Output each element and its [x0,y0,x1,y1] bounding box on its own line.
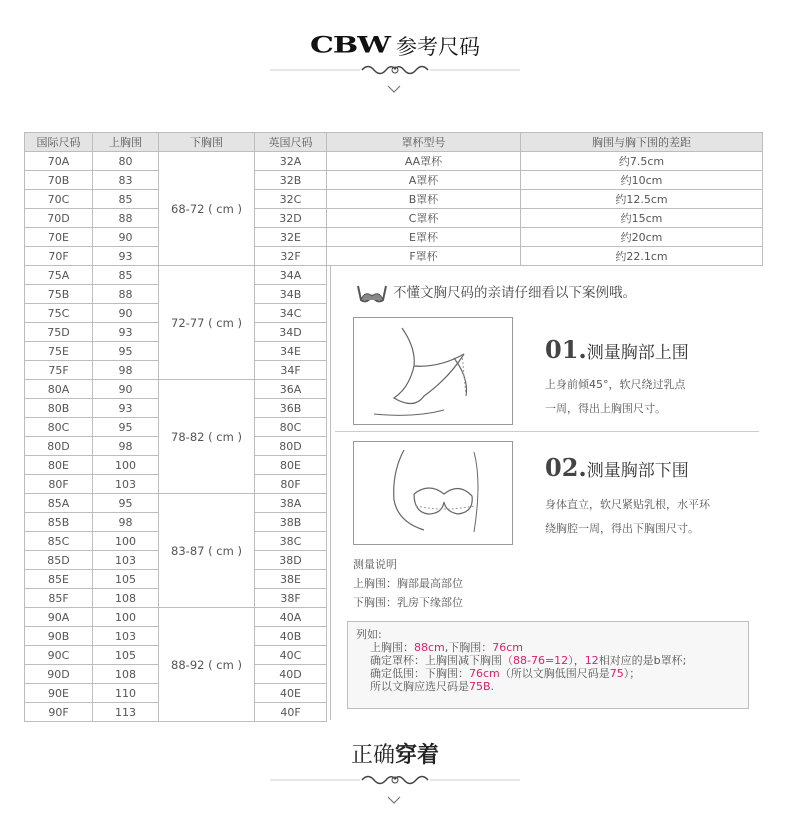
table-cell: 93 [93,399,159,418]
step2-title-text: 测量胸部下围 [586,461,689,481]
tip-text [355,281,636,304]
brand-subtitle: 参考尺码 [395,34,480,59]
table-cell: 75F [25,361,93,380]
table-row [25,152,763,171]
table-cell: 32B [255,171,327,190]
table-cell: 约10cm [521,171,763,190]
chevron-down-icon [387,796,401,804]
step2-title [545,453,689,482]
table-cell: 约7.5cm [521,152,763,171]
table-cell: 75E [25,342,93,361]
step2-desc [545,493,710,541]
table-cell: 70E [25,228,93,247]
table-cell: 36B [255,399,327,418]
step2-illustration [353,441,513,545]
table-cell: 80D [25,437,93,456]
table-cell: 38A [255,494,327,513]
section-title-b: 穿着 [395,743,440,768]
table-cell: 80B [25,399,93,418]
table-cell: 80D [255,437,327,456]
table-cell: 32E [255,228,327,247]
table-cell: 80C [255,418,327,437]
step1-illustration [353,317,513,425]
table-cell: B罩杯 [327,190,521,209]
table-cell: 80F [255,475,327,494]
table-cell: 100 [93,608,159,627]
table-cell: 113 [93,703,159,722]
table-cell: 105 [93,570,159,589]
table-cell: 32D [255,209,327,228]
step1-desc-line: 一周，得出上胸围尺寸。 [545,402,666,415]
table-cell: 32A [255,152,327,171]
table-cell: 95 [93,418,159,437]
notes-line: 上胸围：胸部最高部位 [353,577,463,590]
table-cell: 40D [255,665,327,684]
column-header: 英国尺码 [255,133,327,152]
ornament-divider [270,62,520,78]
table-cell: 80A [25,380,93,399]
table-cell: 100 [93,456,159,475]
table-cell: 103 [93,475,159,494]
table-cell: 90 [93,304,159,323]
table-cell: 约20cm [521,228,763,247]
table-cell: 90C [25,646,93,665]
table-cell: 98 [93,437,159,456]
table-cell: 85B [25,513,93,532]
table-cell: 38C [255,532,327,551]
table-cell: 70A [25,152,93,171]
example-line: 上胸围：88cm,下胸围：76cm [370,641,524,654]
table-cell: AA罩杯 [327,152,521,171]
under-bust-cell: 68-72 ( cm ) [159,152,255,266]
column-header: 下胸围 [159,133,255,152]
ornament-divider [270,772,520,788]
measurement-guide [330,265,763,720]
table-cell: 85 [93,190,159,209]
table-row [25,190,763,209]
notes-title: 测量说明 [353,558,397,571]
table-cell: 75A [25,266,93,285]
tip-label: 不懂文胸尺码的亲请仔细看以下案例哦。 [393,285,636,301]
table-cell: 约22.1cm [521,247,763,266]
table-header-row [25,133,763,152]
step1-title [545,335,689,364]
table-cell: 34A [255,266,327,285]
table-row [25,171,763,190]
table-cell: 70C [25,190,93,209]
table-cell: 约12.5cm [521,190,763,209]
column-header: 罩杯型号 [327,133,521,152]
table-cell: E罩杯 [327,228,521,247]
example-box [347,621,749,709]
example-line: 确定罩杯：上胸围减下胸围（88-76=12），12相对应的是b罩杯; [370,654,687,667]
table-cell: 34F [255,361,327,380]
section-title [351,743,439,768]
table-cell: 40C [255,646,327,665]
table-cell: 40E [255,684,327,703]
table-cell: 34B [255,285,327,304]
table-cell: 90A [25,608,93,627]
table-cell: C罩杯 [327,209,521,228]
table-cell: 80 [93,152,159,171]
column-header: 国际尺码 [25,133,93,152]
table-cell: 75C [25,304,93,323]
table-cell: 34D [255,323,327,342]
table-cell: 83 [93,171,159,190]
table-cell: 38E [255,570,327,589]
divider [335,431,759,432]
table-cell: 88 [93,209,159,228]
step1-desc-line: 上身前倾45°，软尺绕过乳点 [545,378,686,391]
table-cell: 70D [25,209,93,228]
table-cell: 108 [93,589,159,608]
table-cell: 75B [25,285,93,304]
under-bust-cell: 88-92 ( cm ) [159,608,255,722]
chevron-down-icon [387,85,401,93]
table-cell: 90D [25,665,93,684]
table-cell: 40F [255,703,327,722]
table-cell: 36A [255,380,327,399]
table-cell: 80E [255,456,327,475]
column-header: 上胸围 [93,133,159,152]
table-cell: 103 [93,551,159,570]
table-cell: 93 [93,323,159,342]
table-cell: 90F [25,703,93,722]
table-cell: 93 [93,247,159,266]
table-cell: 约15cm [521,209,763,228]
table-cell: 85E [25,570,93,589]
table-cell: 40A [255,608,327,627]
table-cell: 95 [93,342,159,361]
table-cell: 75D [25,323,93,342]
table-cell: 70B [25,171,93,190]
table-cell: 85A [25,494,93,513]
step2-number: 02. [545,453,587,482]
table-cell: 88 [93,285,159,304]
brand-logo: CBW [310,32,390,59]
step1-desc [545,373,686,421]
table-cell: 90 [93,228,159,247]
under-bust-cell: 72-77 ( cm ) [159,266,255,380]
table-cell: 40B [255,627,327,646]
table-cell: 34E [255,342,327,361]
example-label: 列如: [356,628,382,641]
table-cell: 80F [25,475,93,494]
table-cell: 85F [25,589,93,608]
step2-desc-line: 绕胸腔一周，得出下胸围尺寸。 [545,522,699,535]
notes-line: 下胸围：乳房下缘部位 [353,596,463,609]
table-cell: 108 [93,665,159,684]
column-header: 胸围与胸下围的差距 [521,133,763,152]
table-row [25,209,763,228]
section-title-a: 正确 [350,743,395,768]
example-line: 确定低围：下胸围：76cm（所以文胸低围尺码是75）； [370,667,641,680]
table-cell: F罩杯 [327,247,521,266]
under-bust-cell: 83-87 ( cm ) [159,494,255,608]
table-row [25,228,763,247]
table-cell: 80E [25,456,93,475]
table-cell: 32F [255,247,327,266]
table-cell: 38D [255,551,327,570]
table-cell: 95 [93,494,159,513]
section-header [0,738,790,769]
table-cell: 70F [25,247,93,266]
table-cell: 110 [93,684,159,703]
table-cell: 103 [93,627,159,646]
table-cell: 85D [25,551,93,570]
table-cell: 34C [255,304,327,323]
table-cell: 85 [93,266,159,285]
table-cell: 98 [93,361,159,380]
table-cell: 90 [93,380,159,399]
table-cell: 85C [25,532,93,551]
step2-desc-line: 身体直立，软尺紧贴乳根，水平环 [545,498,710,511]
brand-header [0,28,790,63]
table-cell: 100 [93,532,159,551]
table-row [25,247,763,266]
table-cell: 98 [93,513,159,532]
bra-icon [355,282,389,304]
measurement-notes [353,555,463,612]
table-cell: 90E [25,684,93,703]
table-cell: 38F [255,589,327,608]
example-line: 所以文胸应选尺码是75B. [370,680,495,693]
table-cell: 105 [93,646,159,665]
under-bust-cell: 78-82 ( cm ) [159,380,255,494]
table-cell: 80C [25,418,93,437]
step1-title-text: 测量胸部上围 [586,343,689,363]
table-cell: 38B [255,513,327,532]
table-cell: 32C [255,190,327,209]
table-cell: A罩杯 [327,171,521,190]
table-cell: 90B [25,627,93,646]
step1-number: 01. [545,335,587,364]
